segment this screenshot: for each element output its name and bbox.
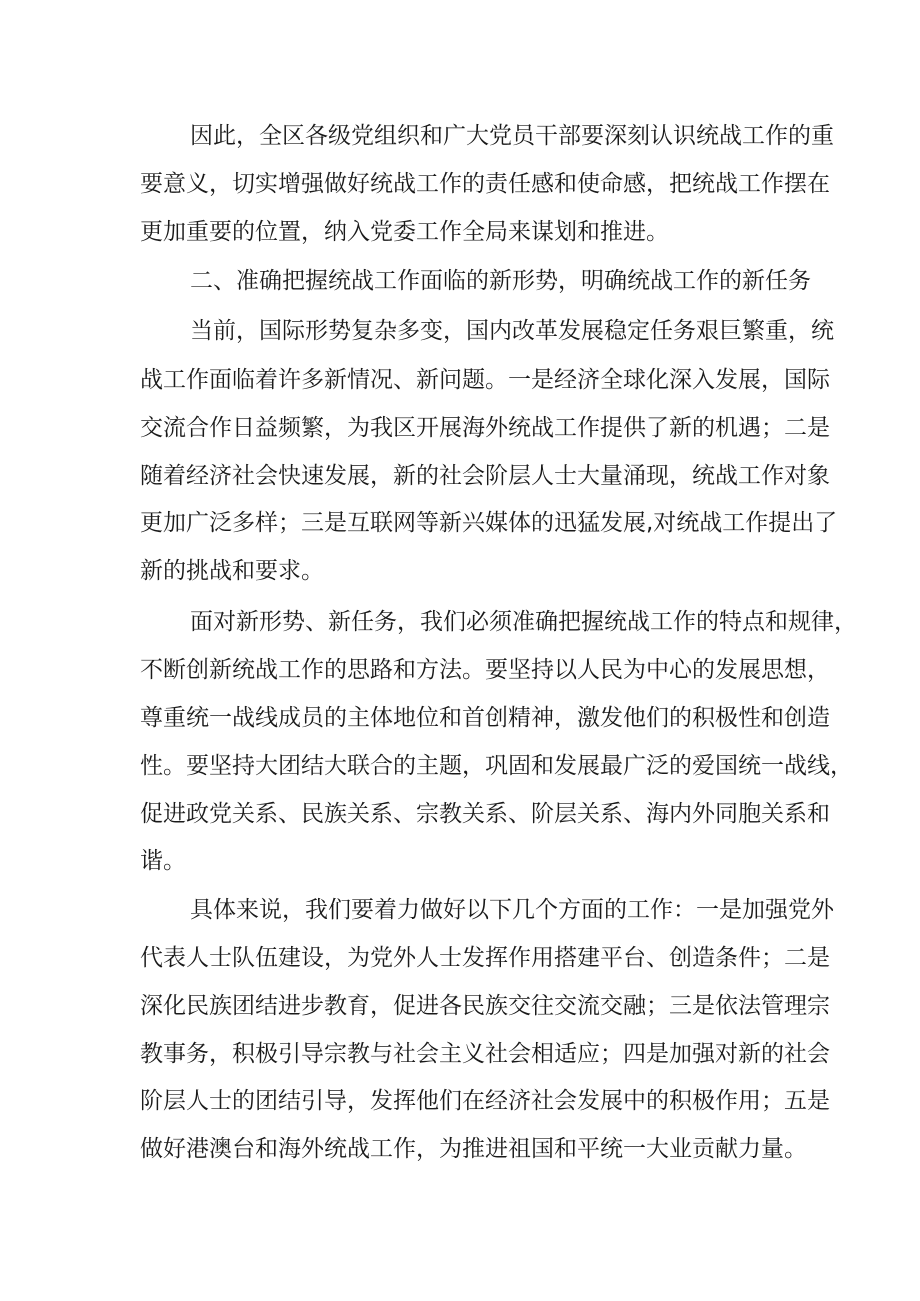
paragraph-line: 做好港澳台和海外统战工作，为推进祖国和平统一大业贡献力量。 (140, 1136, 807, 1162)
paragraph-line: 谐。 (140, 848, 186, 874)
paragraph-line: 促进政党关系、民族关系、宗教关系、阶层关系、海内外同胞关系和 (140, 801, 830, 827)
paragraph-line: 教事务，积极引导宗教与社会主义社会相适应；四是加强对新的社会 (140, 1041, 830, 1067)
section-heading: 二、准确把握统战工作面临的新形势，明确统战工作的新任务 (190, 268, 811, 294)
paragraph-line: 交流合作日益频繁，为我区开展海外统战工作提供了新的机遇；二是 (140, 415, 830, 441)
paragraph-line: 随着经济社会快速发展，新的社会阶层人士大量涌现，统战工作对象 (140, 463, 830, 489)
paragraph-line: 尊重统一战线成员的主体地位和首创精神，激发他们的积极性和创造 (140, 705, 830, 731)
paragraph-line: 更加重要的位置，纳入党委工作全局来谋划和推进。 (140, 219, 669, 245)
paragraph-line: 战工作面临着许多新情况、新问题。一是经济全球化深入发展，国际 (140, 367, 830, 393)
paragraph-line: 面对新形势、新任务，我们必须准确把握统战工作的特点和规律， (190, 609, 857, 635)
paragraph-line: 新的挑战和要求。 (140, 558, 324, 584)
paragraph-line: 不断创新统战工作的思路和方法。要坚持以人民为中心的发展思想， (140, 657, 830, 683)
paragraph-line: 阶层人士的团结引导，发挥他们在经济社会发展中的积极作用；五是 (140, 1088, 830, 1114)
paragraph-line: 要意义，切实增强做好统战工作的责任感和使命感，把统战工作摆在 (140, 171, 830, 197)
paragraph-line: 当前，国际形势复杂多变，国内改革发展稳定任务艰巨繁重，统 (190, 318, 834, 344)
paragraph-line: 性。要坚持大团结大联合的主题，巩固和发展最广泛的爱国统一战线， (140, 753, 853, 779)
paragraph-line: 深化民族团结进步教育，促进各民族交往交流交融；三是依法管理宗 (140, 993, 830, 1019)
paragraph-line: 代表人士队伍建设，为党外人士发挥作用搭建平台、创造条件；二是 (140, 945, 830, 971)
paragraph-line: 具体来说，我们要着力做好以下几个方面的工作：一是加强党外 (190, 897, 834, 923)
paragraph-line: 因此，全区各级党组织和广大党员干部要深刻认识统战工作的重 (190, 123, 834, 149)
paragraph-line: 更加广泛多样；三是互联网等新兴媒体的迅猛发展,对统战工作提出了 (140, 510, 838, 536)
